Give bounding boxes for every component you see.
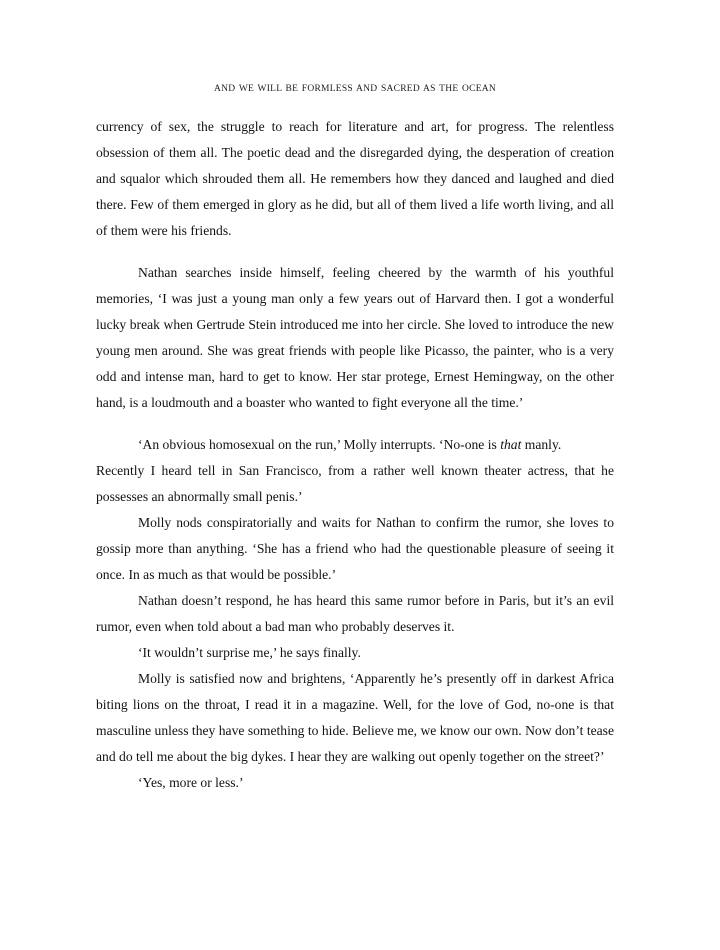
paragraph-2 xyxy=(96,260,614,416)
text-run: currency of sex, the struggle to reach for literature and art, for progress. The relentless obsession of them all. The poetic dead and the disregarded dying, the desperation of creation and squalor which shrouded them all. He remembers how they danced and laughed and died there. Few of them emerged in glory as he did, but all of them lived a life worth living, and all of them were his friends. xyxy=(96,119,614,238)
text-run: ‘It wouldn’t surprise me,’ he says finally. xyxy=(138,645,361,660)
text-run: manly. xyxy=(521,437,562,452)
text-run: Nathan searches inside himself, feeling cheered by the warmth of his youthful memories, ‘I was just a young man only a few years out of Harvard then. I got a wonderful lucky break when Gertrude Stein introduced me into her circle. She loved to introduce the new young men around. She was great friends with people like Picasso, the painter, who is a very odd and intense man, hard to get to know. Her star protege, Ernest Hemingway, on the other hand, is a loudmouth and a boaster who wanted to fight everyone all the time.’ xyxy=(96,265,614,410)
paragraph-3 xyxy=(96,432,614,510)
text-run: Recently I heard tell in San Francisco, from a rather well known theater actress, that he possesses an abnormally small penis.’ xyxy=(96,463,614,504)
paragraph-4 xyxy=(96,510,614,588)
body-text xyxy=(96,114,614,796)
text-run: ‘Yes, more or less.’ xyxy=(138,775,244,790)
paragraph-8 xyxy=(96,770,614,796)
text-run-italic: that xyxy=(500,437,522,452)
paragraph-6 xyxy=(96,640,614,666)
text-run: ‘An obvious homosexual on the run,’ Molly interrupts. ‘No-one is xyxy=(138,437,501,452)
paragraph-5 xyxy=(96,588,614,640)
text-run: Nathan doesn’t respond, he has heard this same rumor before in Paris, but it’s an evil rumor, even when told about a bad man who probably deserves it. xyxy=(96,593,614,634)
paragraph-1 xyxy=(96,114,614,244)
running-header: AND WE WILL BE FORMLESS AND SACRED AS THE OCEAN xyxy=(214,84,496,94)
text-run: Molly is satisfied now and brightens, ‘Apparently he’s presently off in darkest Africa biting lions on the throat, I read it in a magazine. Well, for the love of God, no-one is that masculine unless they have something to hide. Believe me, we know our own. Now don’t tease and do tell me about the big dykes. I hear they are walking out openly together on the street?’ xyxy=(96,671,614,764)
paragraph-7 xyxy=(96,666,614,770)
text-run: Molly nods conspiratorially and waits for Nathan to confirm the rumor, she loves to gossip more than anything. ‘She has a friend who had the questionable pleasure of seeing it once. In as much as that would be possible.’ xyxy=(96,515,614,582)
